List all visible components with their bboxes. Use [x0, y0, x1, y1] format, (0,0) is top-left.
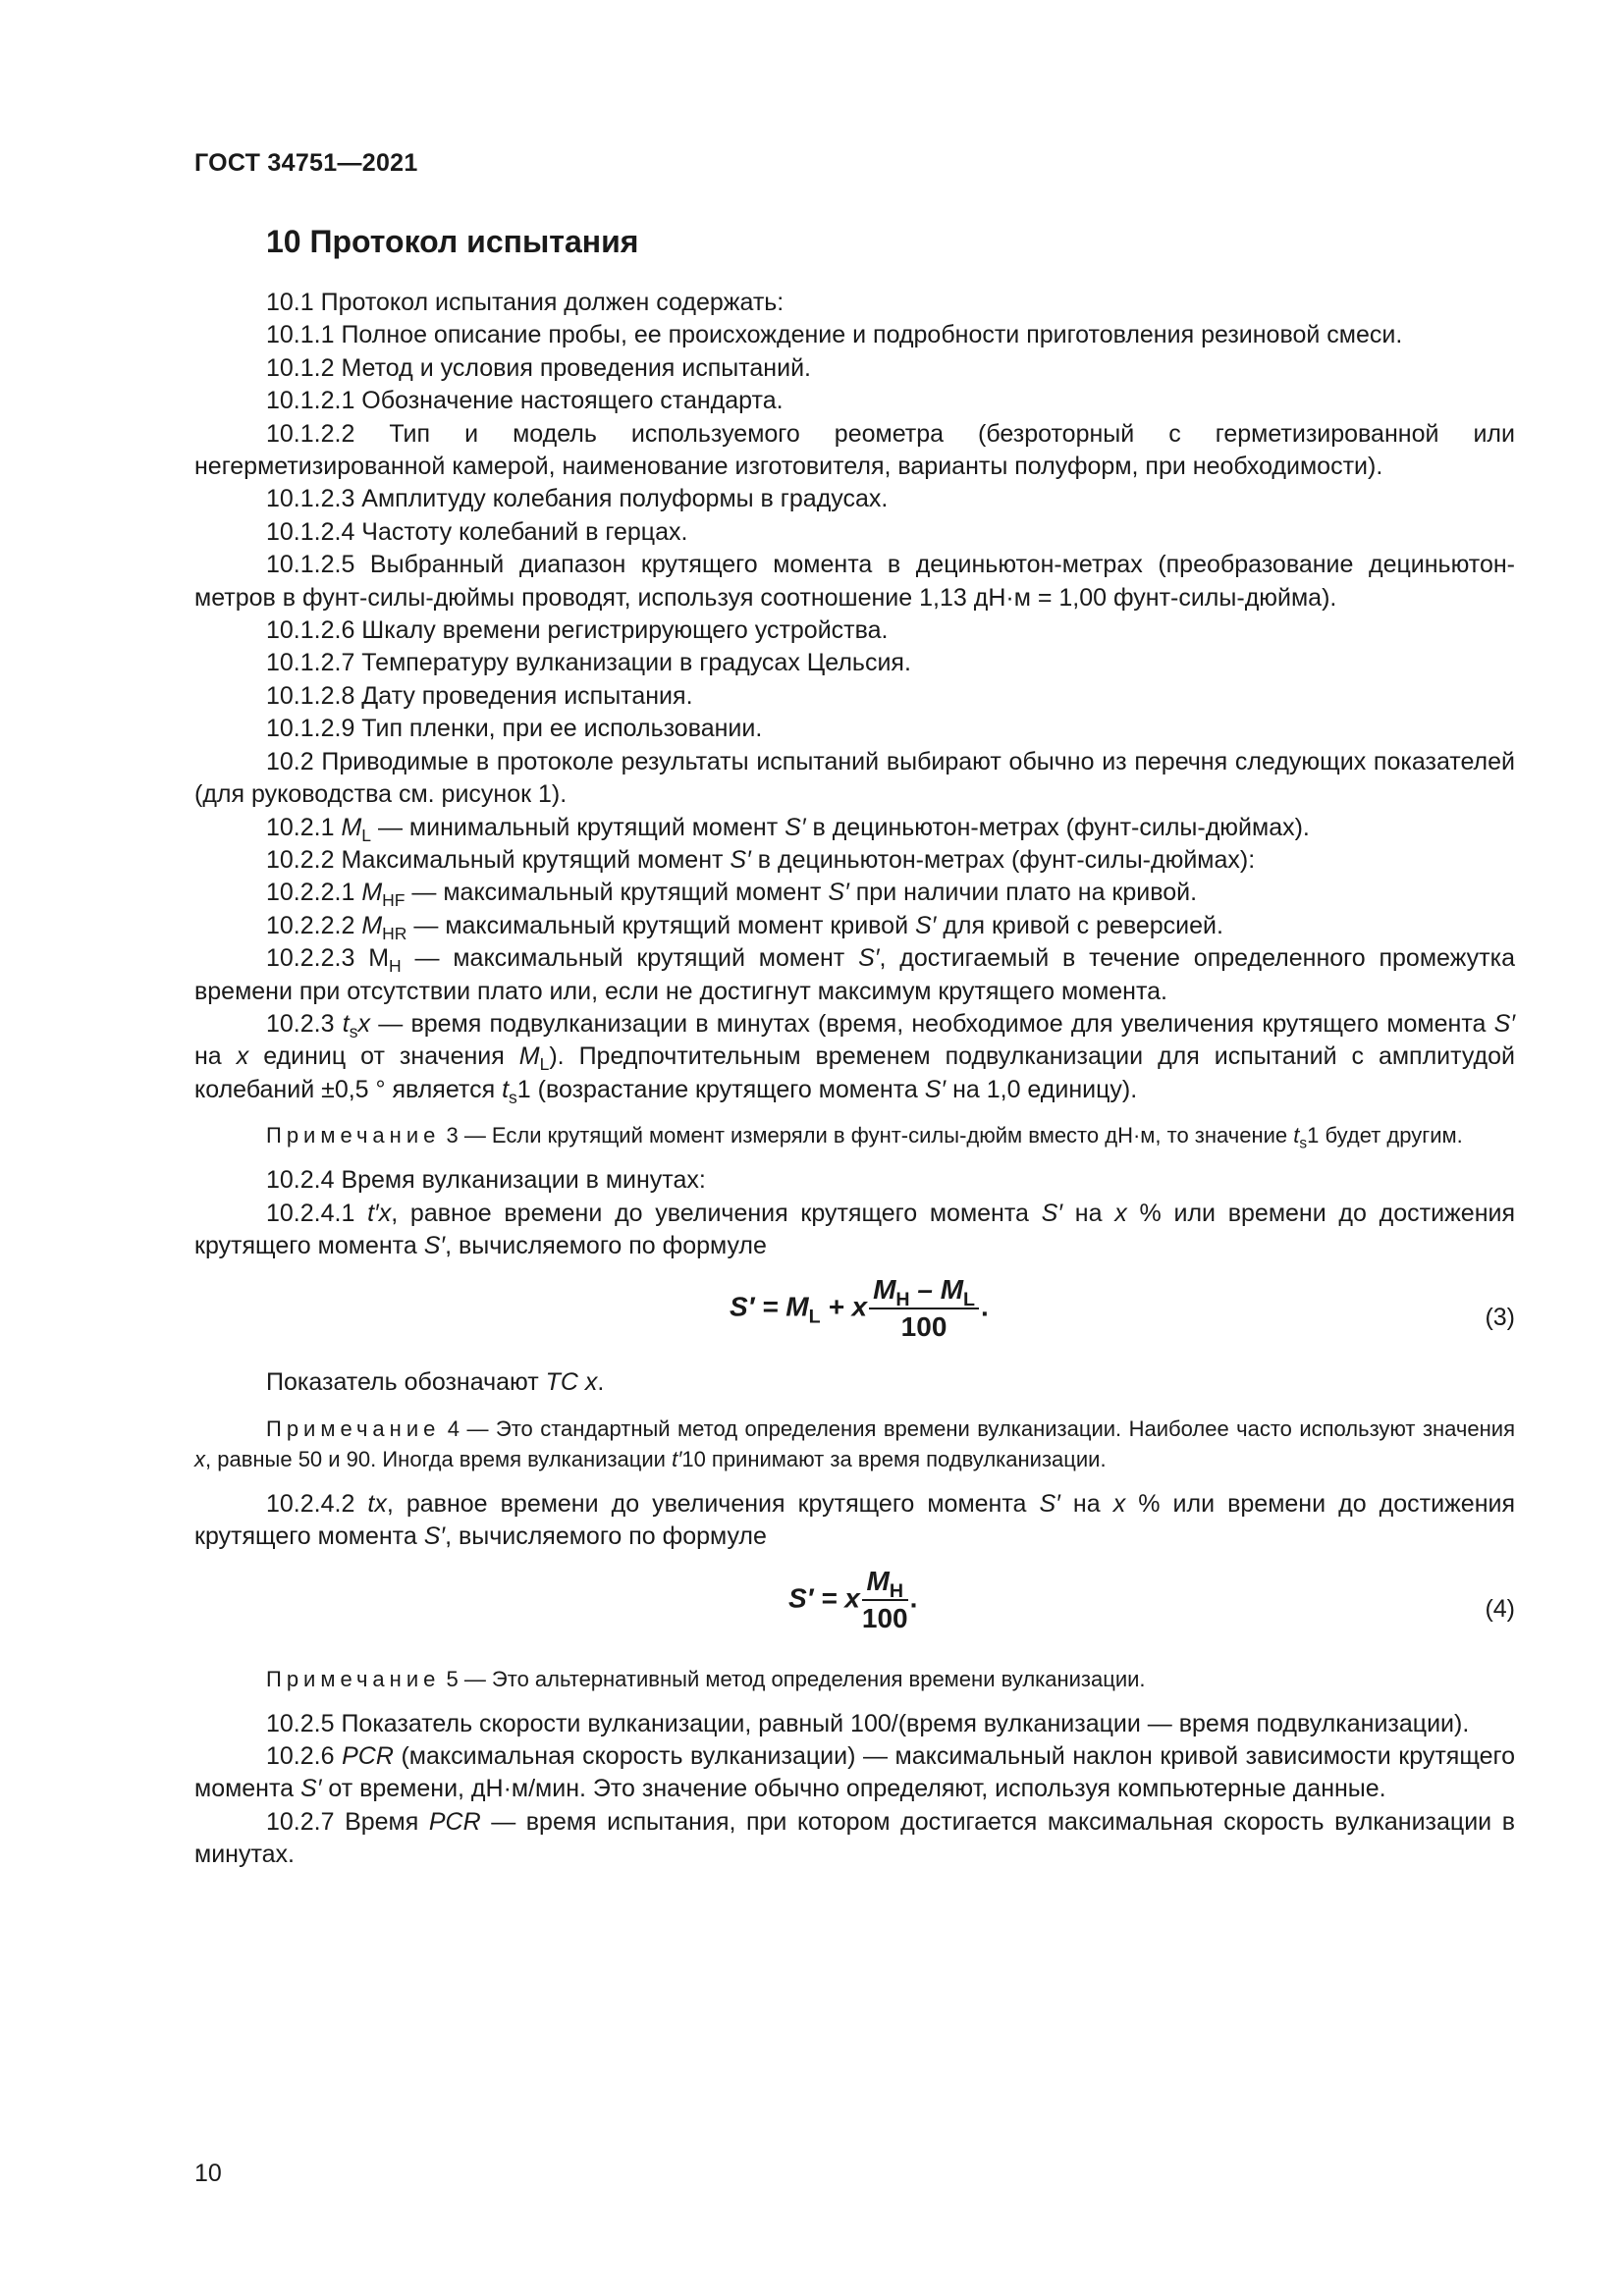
standard-header: ГОСТ 34751—2021	[194, 149, 418, 177]
para-10-1-2-7: 10.1.2.7 Температуру вулканизации в градусах Цельсия.	[266, 649, 911, 677]
para-10-2-6: 10.2.6 PCR (максимальная скорость вулканизации) — максимальный наклон кривой зависимости крутящего момента S′ от времени, дН·м/мин. Это значение обычно определяют, используя компьютерные данные.	[194, 1742, 1516, 1803]
document-body	[194, 287, 1515, 1872]
para-10-1-1: 10.1.1 Полное описание пробы, ее происхождение и подробности приготовления резиновой смеси.	[266, 321, 1403, 349]
formula-3	[194, 1274, 1515, 1359]
section-title: 10 Протокол испытания	[266, 224, 639, 259]
para-10-2-5: 10.2.5 Показатель скорости вулканизации, равный 100/(время вулканизации — время подвулканизации).	[266, 1709, 1470, 1737]
formula-4	[194, 1566, 1515, 1650]
para-10-1: 10.1 Протокол испытания должен содержать:	[266, 289, 785, 316]
para-10-1-2-1: 10.1.2.1 Обозначение настоящего стандарта.	[266, 387, 784, 415]
para-10-1-2-8: 10.1.2.8 Дату проведения испытания.	[266, 681, 693, 710]
para-10-1-2-2: 10.1.2.2 Тип и модель используемого реометра (безроторный с герметизированной или негерметизированной камерой, наименование изготовителя, варианты полуформ, при необходимости).	[194, 419, 1515, 481]
equation-number-4: (4)	[1485, 1594, 1515, 1623]
note-5: Примечание 5 — Это альтернативный метод определения времени вулканизации.	[266, 1666, 1146, 1691]
para-10-2-4-2: 10.2.4.2 tx, равное времени до увеличения крутящего момента S′ на x % или времени до достижения крутящего момента S′, вычисляемого по формуле	[194, 1489, 1516, 1551]
para-10-2-3: 10.2.3 $t_sx$ — время подвулканизации в минутах (время, необходимое для увеличения крутящего момента S′ на x единиц от значения $M_L$). Предпочтительным временем подвулканизации для испытаний с амплитудой колебаний ±0,5 ° является $t_s1$ (возрастание крутящего момента S′ на 1,0 единицу).	[194, 1009, 1516, 1107]
para-10-2-1: 10.2.1 $M_L$ — минимальный крутящий момент S′ в дециньютон-метрах (фунт-силы-дюймах).	[266, 813, 1310, 845]
page-number: 10	[194, 2160, 222, 2187]
para-10-2-7: 10.2.7 Время PCR — время испытания, при котором достигается максимальная скорость вулканизации в минутах.	[194, 1807, 1515, 1869]
para-10-1-2-4: 10.1.2.4 Частоту колебаний в герцах.	[266, 517, 688, 546]
note-4: Примечание 4 — Это стандартный метод определения времени вулканизации. Наиболее часто используют значения x, равные 50 и 90. Иногда время вулканизации t′10 принимают за время подвулканизации.	[194, 1415, 1515, 1471]
para-10-2-2-1: 10.2.2.1 $M_{HF}$ — максимальный крутящий момент S′ при наличии плато на кривой.	[266, 879, 1198, 911]
para-10-2-4-1: 10.2.4.1 t′x, равное времени до увеличения крутящего момента S′ на x % или времени до достижения крутящего момента S′, вычисляемого по формуле	[194, 1199, 1516, 1259]
formula-3-expression: $S' = M_L + x$ $\frac{M_H - M_L}{100}$ .	[730, 1274, 989, 1343]
formula-4-fraction: $\frac{M_H}{100}$	[861, 1565, 908, 1633]
formula-4-expression: S′ = x $\frac{M_H}{100}$ .	[788, 1565, 918, 1633]
para-10-1-2-3: 10.1.2.3 Амплитуду колебания полуформы в градусах.	[266, 485, 889, 513]
para-10-2-2-3: 10.2.2.3 $M_H$ — максимальный крутящий момент S′, достигаемый в течение определенного промежутка времени при отсутствии плато или, если не достигнут максимум крутящего момента.	[194, 944, 1515, 1005]
formula-3-fraction: $\frac{M_H - M_L}{100}$	[869, 1274, 979, 1343]
para-10-1-2-5: 10.1.2.5 Выбранный диапазон крутящего момента в дециньютон-метрах (преобразование дециньютон-метров в фунт-силы-дюймы проводят, используя соотношение 1,13 дН·м = 1,00 фунт-силы-дюйма).	[194, 551, 1515, 612]
para-10-2: 10.2 Приводимые в протоколе результаты испытаний выбирают обычно из перечня следующих показателей (для руководства см. рисунок 1).	[194, 747, 1515, 809]
para-indicator: Показатель обозначают TC x.	[266, 1368, 605, 1397]
para-10-1-2-6: 10.1.2.6 Шкалу времени регистрирующего устройства.	[266, 616, 889, 645]
para-10-1-2-9: 10.1.2.9 Тип пленки, при ее использовании.	[266, 715, 763, 743]
note-3: Примечание 3 — Если крутящий момент измеряли в фунт-силы-дюйм вместо дН·м, то значение $t_s1$ будет другим.	[266, 1123, 1463, 1152]
para-10-2-4: 10.2.4 Время вулканизации в минутах:	[266, 1166, 706, 1195]
para-10-1-2: 10.1.2 Метод и условия проведения испытаний.	[266, 353, 811, 382]
equation-number-3: (3)	[1485, 1304, 1515, 1332]
para-10-2-2: 10.2.2 Максимальный крутящий момент S′ в дециньютон-метрах (фунт-силы-дюймах):	[266, 845, 1256, 874]
para-10-2-2-2: 10.2.2.2 $M_{HR}$ — максимальный крутящий момент кривой S′ для кривой с реверсией.	[266, 911, 1223, 943]
